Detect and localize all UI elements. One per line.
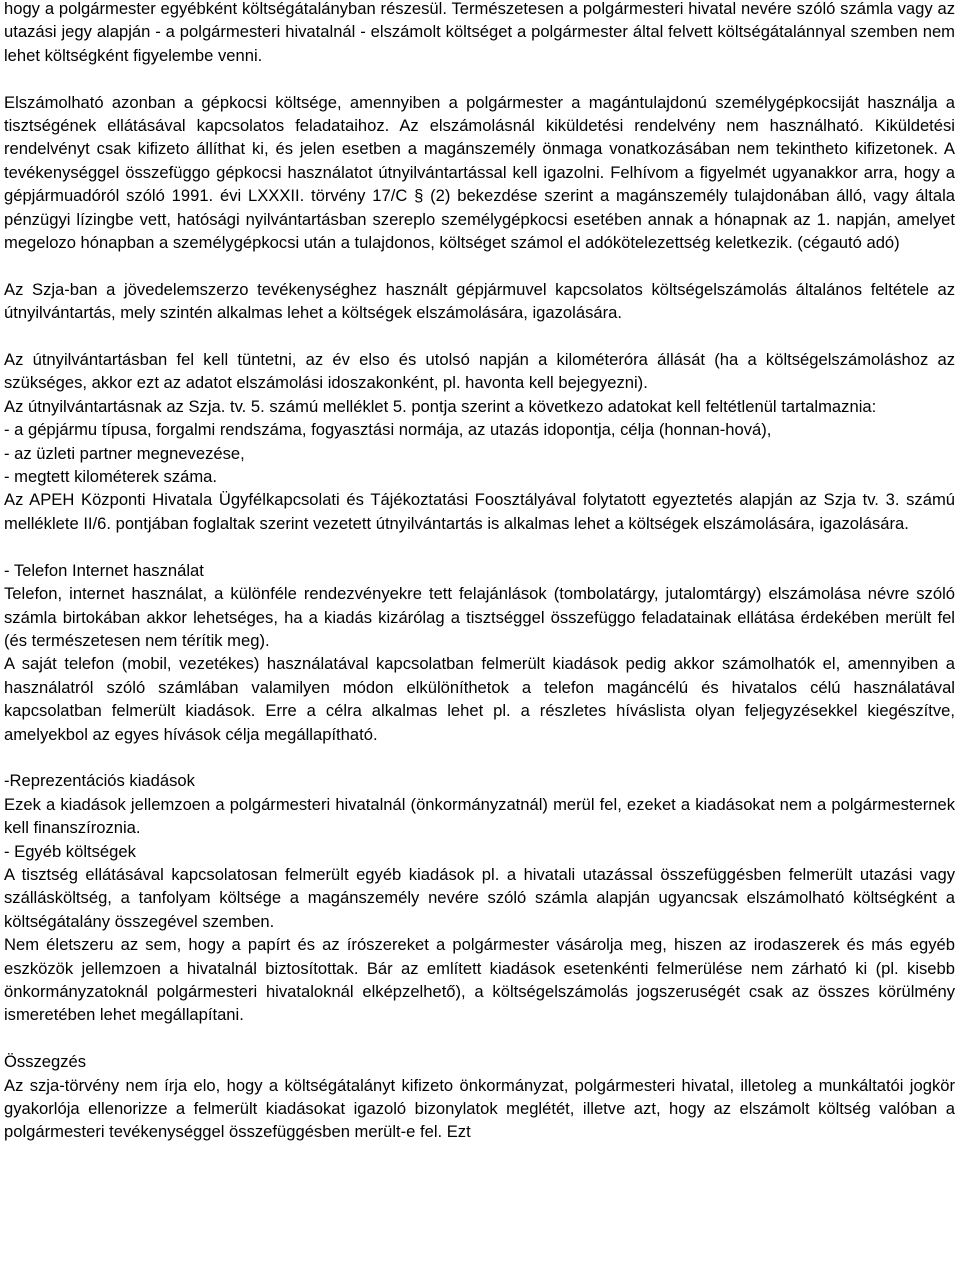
paragraph-representation-costs: Ezek a kiadások jellemzoen a polgármesteri hivatalnál (önkormányzatnál) merül fel, ezeket a kiadásokat nem a polgármesternek kell finanszíroznia. bbox=[4, 794, 955, 838]
document-page bbox=[4, 0, 955, 1144]
section-heading-representation: -Reprezentációs kiadások bbox=[4, 771, 195, 791]
paragraph-summary: Az szja-törvény nem írja elo, hogy a költségátalányt kifizeto önkormányzat, polgármesteri hivatal, illetoleg a munkáltatói jogkör gyakorlója ellenorizze a felmerült kiadásokat igazoló bizonylatok meglétét, illetve azt, hogy az elszámolt költség valóban a polgármesteri tevékenységgel összefüggésben merült-e fel. Ezt bbox=[4, 1075, 955, 1142]
paragraph-phone-internet-usage: Telefon, internet használat, a különféle rendezvényekre tett felajánlások (tombolatárgy, jutalomtárgy) elszámolása névre szóló számla birtokában akkor lehetséges, ha a kiadás kizárólag a tisztséggel összefüggo feladatainak ellátása érdekében merült fel (és természetesen nem térítik meg). bbox=[4, 584, 955, 650]
list-item-kilometers: - megtett kilométerek száma. bbox=[4, 467, 218, 487]
paragraph-log-contents: Az útnyilvántartásnak az Szja. tv. 5. számú melléklet 5. pontja szerint a következo adatokat kell feltétlenül tartalmaznia: bbox=[4, 396, 877, 416]
section-heading-phone-internet: - Telefon Internet használat bbox=[4, 560, 204, 580]
paragraph-odometer: Az útnyilvántartásban fel kell tüntetni, az év elso és utolsó napján a kilométeróra állását (ha a költségelszámoláshoz az szükséges, akkor ezt az adatot elszámolási idoszakonként, pl. havonta kell bejegyezni). bbox=[4, 350, 955, 393]
paragraph-cost-allowance-intro: hogy a polgármester egyébként költségátalányban részesül. Természetesen a polgármesteri hivatal nevére szóló számla vagy az utazási jegy alapján - a polgármesteri hivatalnál - elszámolt költséget a polgármester által felvett költségátalánnyal szemben nem lehet költségként figyelembe venni. bbox=[4, 0, 955, 65]
paragraph-own-phone: A saját telefon (mobil, vezetékes) használatával kapcsolatban felmerült kiadások pedig akkor számolhatók el, amennyiben a használatról szóló számlában valamilyen módon elkülöníthetok a telefon magáncélú és hivatalos célú használatával kapcsolatban felmerült kiadások. Erre a célra alkalmas lehet pl. a részletes híváslista olyan feljegyzésekkel kiegészítve, amelyekbol az egyes hívások célja megállapítható. bbox=[4, 654, 955, 744]
paragraph-szja-mileage-log: Az Szja-ban a jövedelemszerzo tevékenységhez használt gépjármuvel kapcsolatos költségelszámolás általános feltétele az útnyilvántartás, mely szintén alkalmas lehet a költségek elszámolására, igazolására. bbox=[4, 279, 955, 323]
paragraph-office-supplies: Nem életszeru az sem, hogy a papírt és az írószereket a polgármester vásárolja meg, hiszen az irodaszerek és más egyéb eszközök jellemzoen a hivatalnál biztosítottak. Bár az említett kiadások esetenkénti felmerülése nem zárható ki (pl. kisebb önkormányzatoknál polgármesteri hivataloknál elképzelhető), a költségelszámolás jogszeruségét csak az összes körülmény ismeretében lehet megállapítani. bbox=[4, 935, 955, 1025]
paragraph-other-costs: A tisztség ellátásával kapcsolatosan felmerült egyéb kiadások pl. a hivatali utazással összefüggésben felmerült utazási vagy szállásköltség, a tanfolyam költsége a magánszemély nevére szóló számla alapján ugyancsak elszámolható költségként a költségátalány összegével szemben. bbox=[4, 864, 955, 931]
section-heading-summary: Összegzés bbox=[4, 1052, 87, 1072]
list-item-business-partner: - az üzleti partner megnevezése, bbox=[4, 443, 245, 463]
list-item-vehicle-type: - a gépjármu típusa, forgalmi rendszáma, fogyasztási normája, az utazás idopontja, célja (honnan-hová), bbox=[4, 420, 772, 440]
paragraph-car-costs: Elszámolható azonban a gépkocsi költsége, amennyiben a polgármester a magántulajdonú személygépkocsiját használja a tisztségének ellátásával kapcsolatos feladataihoz. Az elszámolásnál kiküldetési rendelvény nem használható. Kiküldetési rendelvényt csak kifizeto állíthat ki, és jelen esetben a magánszemély önmaga vonatkozásában nem tekintheto kifizetonek. A tevékenységgel összefüggo gépkocsi használatot útnyilvántartással kell igazolni. Felhívom a figyelmét ugyanakkor arra, hogy a gépjármuadóról szóló 1991. évi LXXXII. törvény 17/C § (2) bekezdése szerint a magánszemély tulajdonában álló, vagy általa pénzügyi lízingbe vett, hatósági nyilvántartásban szereplo személygépkocsi esetében annak a hónapnak az 1. napján, amelyet megelozo hónapban a személygépkocsi után a tulajdonos, költséget számol el adókötelezettség keletkezik. (cégautó adó) bbox=[4, 92, 955, 253]
section-heading-other-costs: - Egyéb költségek bbox=[4, 841, 136, 861]
paragraph-apeh-consultation: Az APEH Központi Hivatala Ügyfélkapcsolati és Tájékoztatási Foosztályával folytatott egyeztetés alapján az Szja tv. 3. számú melléklete II/6. pontjában foglaltak szerint vezetett útnyilvántartás is alkalmas lehet a költségek elszámolására, igazolására. bbox=[4, 490, 955, 533]
